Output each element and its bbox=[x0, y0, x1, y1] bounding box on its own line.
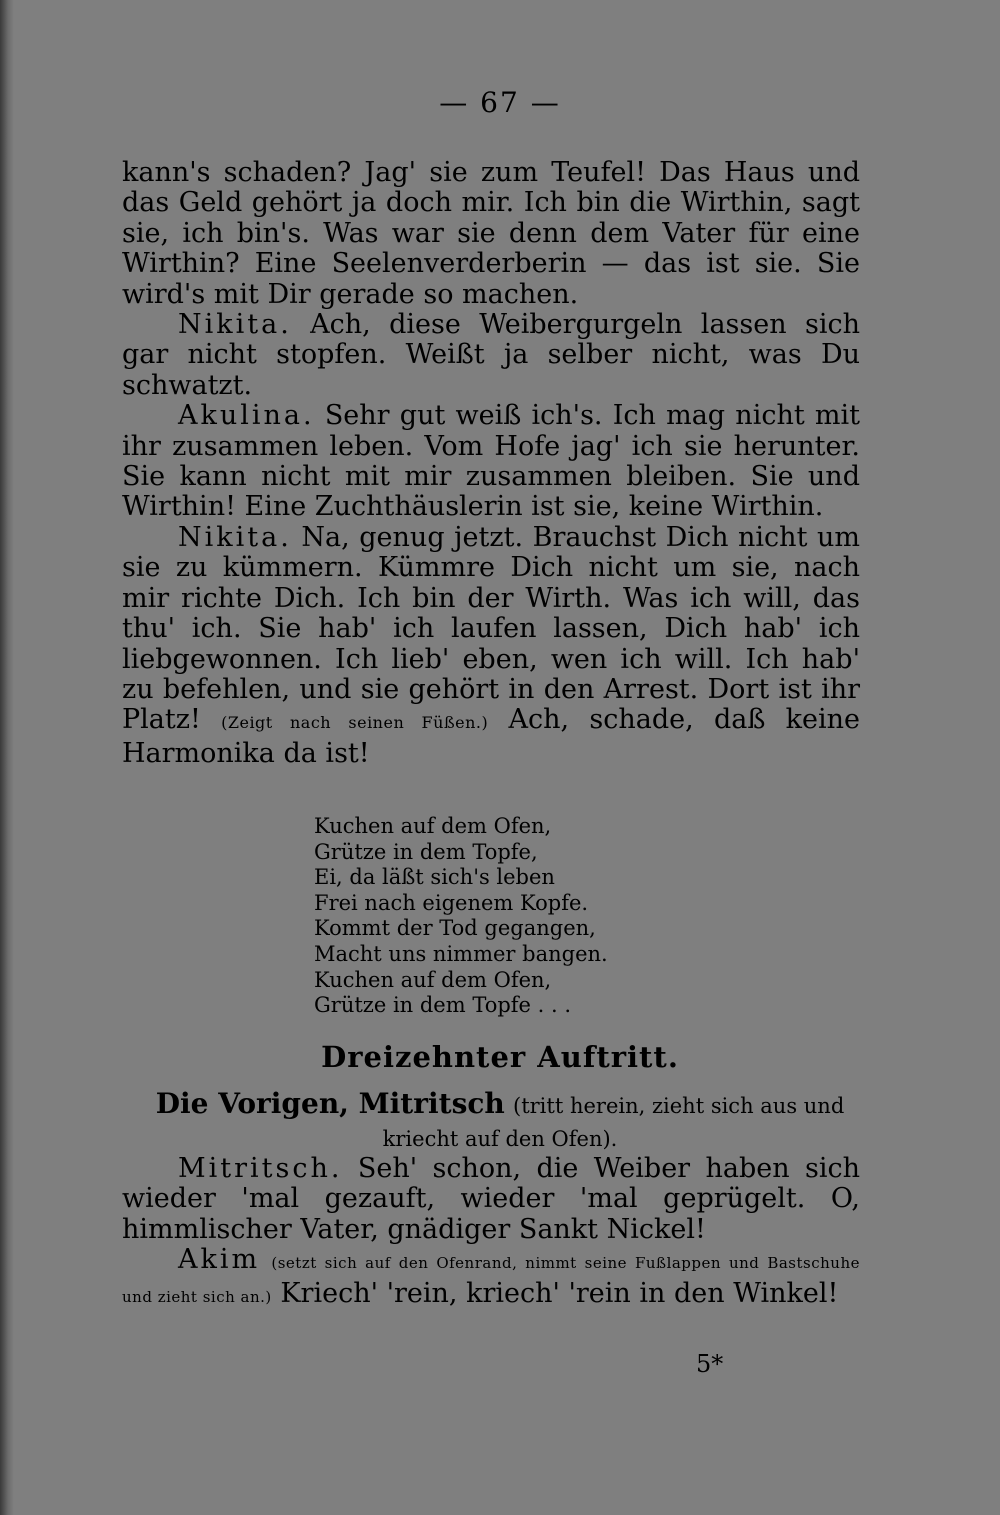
song-verse bbox=[314, 814, 714, 1019]
stage-direction: (Zeigt nach seinen Füßen.) bbox=[221, 713, 489, 733]
scene-heading: Dreizehnter Auftritt. bbox=[321, 1040, 679, 1074]
paragraph-6: Akim (setzt sich auf den Ofenrand, nimmt seine Fußlappen und Bastschuhe und zieht sich an.) Kriech' 'rein, kriech' 'rein in den Winkel! bbox=[122, 1244, 860, 1309]
verse-line: Frei nach eigenem Kopfe. bbox=[314, 890, 589, 915]
speaker-name: Mitritsch. bbox=[178, 1153, 343, 1184]
verse-line: Macht uns nimmer bangen. bbox=[314, 941, 608, 966]
stage-direction: (tritt herein, zieht sich aus und kriecht auf den Ofen). bbox=[382, 1094, 845, 1151]
verse-line: Kuchen auf dem Ofen, bbox=[314, 814, 552, 838]
verse-line: Kommt der Tod gegangen, bbox=[314, 916, 596, 941]
paragraph-4: Nikita. Na, genug jetzt. Brauchst Dich nicht um sie zu kümmern. Kümmre Dich nicht um sie, nach mir richte Dich. Ich bin der Wirth. Was ich will, das thu' ich. Sie hab' ich laufen lassen, Dich hab' ich liebgewonnen. Ich lieb' eben, wen ich will. Ich hab' zu befehlen, und sie gehört in den Arrest. Dort ist ihr Platz! (Zeigt nach seinen Füßen.) Ach, schade, daß keine Harmonika da ist! bbox=[122, 521, 860, 769]
speaker-name: Akulina. bbox=[178, 400, 315, 432]
verse-line: Grütze in dem Topfe, bbox=[314, 839, 538, 864]
page-binding-edge bbox=[0, 0, 14, 1515]
paragraph-3: Akulina. Sehr gut weiß ich's. Ich mag nicht mit ihr zusammen leben. Vom Hofe jag' ich sie herunter. Sie kann nicht mit mir zusammen bleiben. Sie und Wirthin! Eine Zuchthäuslerin ist sie, keine Wirthin. bbox=[122, 400, 860, 523]
paragraph-5: Mitritsch. Seh' schon, die Weiber haben sich wieder 'mal gezauft, wieder 'mal geprügelt. O, himmlischer Vater, gnädiger Sankt Nickel! bbox=[122, 1153, 860, 1245]
paragraph-2: Nikita. Ach, diese Weibergurgeln lassen sich gar nicht stopfen. Weißt ja selber nicht, was Du schwatzt. bbox=[122, 309, 860, 401]
dialogue-block bbox=[122, 158, 860, 769]
speaker-name: Akim bbox=[178, 1244, 261, 1276]
page-number: — 67 — bbox=[439, 86, 561, 119]
speaker-name: Nikita. bbox=[178, 309, 292, 341]
signature-mark: 5* bbox=[696, 1350, 724, 1378]
dialogue-block-2 bbox=[122, 1154, 860, 1312]
paragraph-1: kann's schaden? Jag' sie zum Teufel! Das Haus und das Geld gehört ja doch mir. Ich bin die Wirthin, sagt sie, ich bin's. Was war sie denn dem Vater für eine Wirthin? Eine Seelenverderberin — das ist sie. Sie wird's mit Dir gerade so machen. bbox=[122, 157, 860, 310]
stage-direction: (setzt sich auf den Ofenrand, nimmt seine Fußlappen und Bastschuhe und zieht sich an.) bbox=[122, 1254, 860, 1306]
speaker-name: Nikita. bbox=[178, 521, 292, 553]
verse-line: Kuchen auf dem Ofen, bbox=[314, 967, 552, 992]
scene-characters: Die Vorigen, Mitritsch bbox=[155, 1087, 505, 1120]
verse-line: Grütze in dem Topfe . . . bbox=[314, 993, 572, 1018]
scene-intro bbox=[150, 1088, 850, 1155]
verse-line: Ei, da läßt sich's leben bbox=[314, 865, 555, 890]
